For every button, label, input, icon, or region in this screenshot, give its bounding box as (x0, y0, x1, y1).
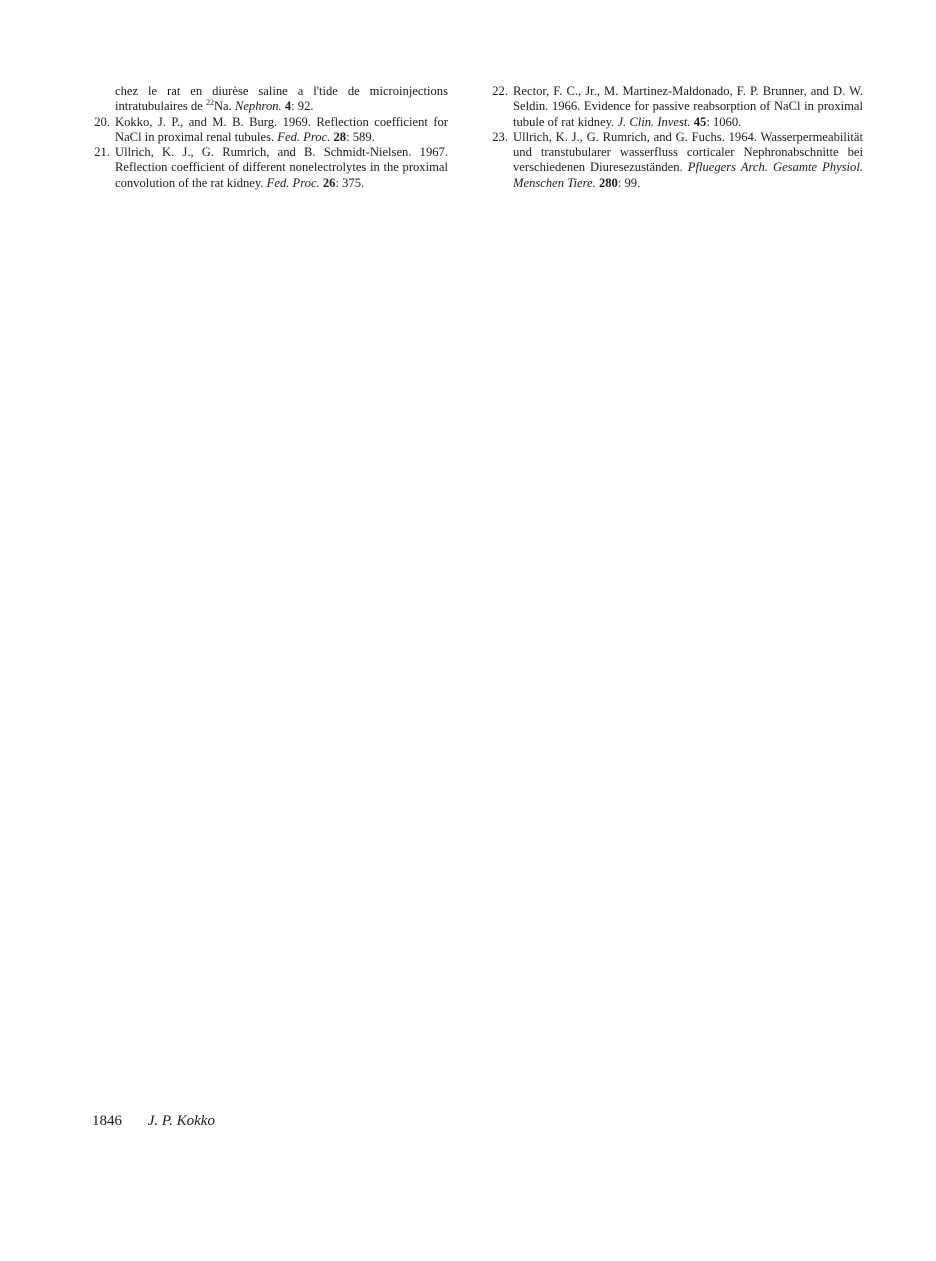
reference-journal: J. Clin. Invest. (617, 114, 691, 129)
reference-journal: Nephron. (234, 99, 282, 114)
reference-number: 23. (492, 129, 508, 144)
reference-text-part: Na. (213, 99, 235, 114)
reference-journal: Pfluegers Arch. Gesamte Physiol. Menschen Tiere. (513, 160, 863, 190)
reference-volume: 280 (598, 175, 618, 190)
running-author: J. P. Kokko (147, 1113, 215, 1129)
reference-volume: 45 (693, 114, 707, 129)
page-number: 1846 (92, 1113, 122, 1129)
reference-journal: Fed. Proc. (277, 129, 331, 144)
reference-journal: Fed. Proc. (266, 175, 320, 190)
reference-text (115, 145, 448, 191)
reference-number: 21. (94, 145, 110, 160)
reference-volume: 4 (284, 99, 292, 114)
reference-number: 20. (94, 114, 110, 129)
reference-text (513, 84, 863, 130)
reference-text (115, 115, 448, 146)
reference-continuation (88, 84, 448, 115)
reference-text-part: chez le rat en diurèse saline a l'tide de microinjections intratubulaires de (115, 84, 448, 114)
reference-citation: Rector, F. C., Jr., M. Martinez-Maldonado, F. P. Brunner, and D. W. Seldin. 1966. Evidence for passive reabsorption of NaCl in proximal tubule of rat kidney. (513, 84, 863, 129)
reference-entry-20 (88, 115, 448, 146)
isotope-superscript: 22 (205, 98, 214, 108)
reference-entry-21 (88, 145, 448, 191)
reference-entry-23 (486, 130, 863, 191)
reference-pages: : 1060. (706, 114, 742, 129)
reference-entry-22 (486, 84, 863, 130)
reference-pages: : 589. (346, 129, 375, 144)
reference-text (513, 130, 863, 191)
reference-pages: : 92. (291, 99, 314, 114)
reference-number: 22. (492, 84, 508, 98)
reference-citation: Ullrich, K. J., G. Rumrich, and B. Schmidt-Nielsen. 1967. Reflection coefficient of different nonelectrolytes in the proximal convolution of the rat kidney. (115, 145, 448, 190)
page-footer (92, 1112, 215, 1130)
reference-continuation-text (115, 84, 448, 115)
references-left-column (88, 84, 448, 191)
reference-volume: 28 (333, 129, 347, 144)
reference-pages: : 99. (617, 175, 641, 190)
reference-volume: 26 (322, 175, 336, 190)
references-right-column (486, 84, 863, 191)
reference-citation: Ullrich, K. J., G. Rumrich, and G. Fuchs. 1964. Wasserpermeabilität und transtubularer wasserfluss corticaler Nephronabschnitte bei verschiedenen Diuresezuständen. (513, 129, 863, 175)
reference-citation: Kokko, J. P., and M. B. Burg. 1969. Reflection coefficient for NaCl in proximal renal tubules. (115, 114, 448, 144)
reference-pages: : 375. (335, 175, 365, 190)
